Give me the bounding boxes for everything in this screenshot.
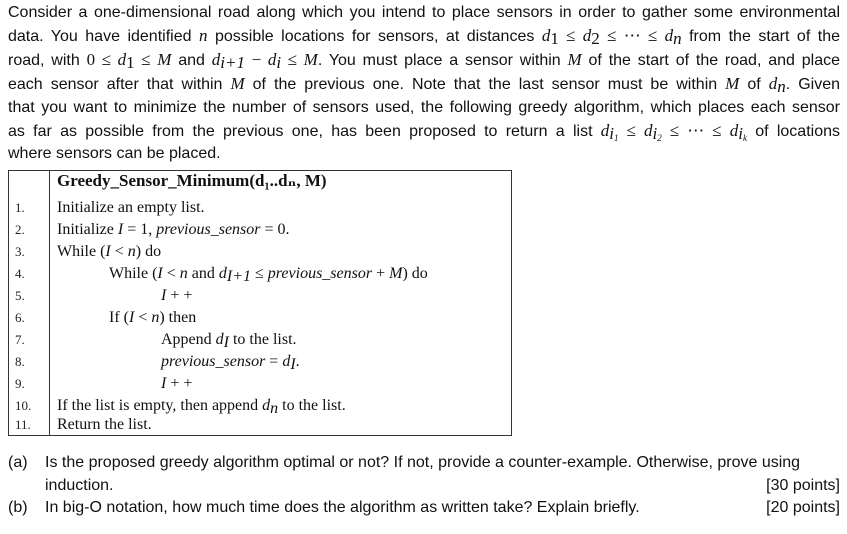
question-label: (a): [8, 454, 28, 471]
line-number: 6.: [15, 310, 25, 325]
line-number-divider: [49, 171, 50, 435]
line-number: 11.: [15, 417, 31, 432]
statement-line-7: where sensors can be placed.: [8, 145, 221, 163]
statement-line-3: road, with $0 \le d_1 \le M$ and $d_{i+1} - d_i \le M$. You must place a sensor within M of the start of the road, and place: [8, 49, 840, 72]
algorithm-title: Greedy_Sensor_Minimum(d₁..dₙ, M): [57, 171, 327, 190]
question-label: (b): [8, 499, 28, 516]
line-number: 3.: [15, 244, 25, 259]
statement-line-2: data. You have identified n possible locations for sensors, at distances $d_1 \le d_2$ ≤ ⋯ ≤ $d_n$ from the start of the: [8, 25, 841, 48]
points-badge: [20 points]: [766, 499, 840, 516]
statement-line-5: that you want to minimize the number of sensors used, the following greedy algorithm, which places each sensor: [8, 98, 840, 116]
statement-line-6: as far as possible from the previous one, has been proposed to return a list $d_{i_1} \le d_{i_2}$ ≤ ⋯ ≤ $d_{i_k}$ of locations: [8, 120, 840, 143]
line-number: 5.: [15, 288, 25, 303]
problem-statement: [8, 2, 840, 166]
question-b: (b) In big-O notation, how much time does the algorithm as written take? Explain briefly. [20 points]: [8, 497, 840, 520]
line-number: 4.: [15, 266, 25, 281]
line-number: 9.: [15, 376, 25, 391]
points-badge: [30 points]: [766, 476, 840, 494]
statement-line-4: each sensor after that within M of the previous one. Note that the last sensor must be within M of $d_n$. Given: [8, 73, 841, 96]
line-number: 7.: [15, 332, 25, 347]
line-number: 10.: [15, 398, 32, 413]
statement-line-1: Consider a one-dimensional road along which you intend to place sensors in order to gather some environmental: [8, 4, 840, 21]
algorithm-box: Greedy_Sensor_Minimum(d₁..dₙ, M) 1. Initialize an empty list. 2. Initialize I = 1, previous_sensor = 0. 3. While (I < n) do 4. While (I < n and $d_{I+1}$ ≤ previous_sensor + M) do 5. I + + 6. If (I < n) then 7. Append $d_I$ to the list. 8. previous_sensor = $d_I$. 9. I + + 10. If the list is empty, then append $d_n$ to the list. 11. Return the list.: [8, 170, 512, 436]
line-number: 2.: [15, 222, 25, 237]
line-number: 8.: [15, 354, 25, 369]
line-number: 1.: [15, 200, 25, 215]
question-a: (a) Is the proposed greedy algorithm optimal or not? If not, provide a counter-example. Otherwise, prove using induction. [30 points]: [8, 452, 840, 497]
questions: [8, 452, 840, 520]
